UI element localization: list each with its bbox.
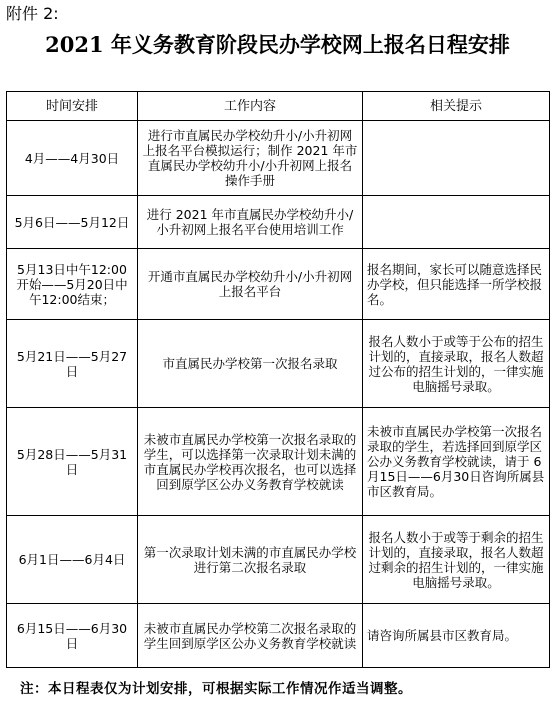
work-cell: 未被市直属民办学校第二次报名录取的学生回到原学区公办义务教育学校就读 <box>138 604 363 668</box>
time-cell: 6月1日——6月4日 <box>7 516 138 604</box>
tip-cell: 报名人数小于或等于公布的招生计划的，直接录取，报名人数超过公布的招生计划的，一律实施电脑摇号录取。 <box>363 320 550 408</box>
table-row <box>7 196 550 249</box>
table-row <box>7 121 550 196</box>
time-cell: 4月——4月30日 <box>7 121 138 196</box>
work-cell: 进行 2021 年市直属民办学校幼升小/小升初网上报名平台使用培训工作 <box>138 196 363 249</box>
work-cell: 未被市直属民办学校第一次报名录取的学生，可以选择第一次录取计划未满的市直属民办学校再次报名，也可以选择回到原学区公办义务教育学校就读 <box>138 408 363 516</box>
tip-cell <box>363 196 550 249</box>
work-cell: 市直属民办学校第一次报名录取 <box>138 320 363 408</box>
tip-cell: 未被市直属民办学校第一次报名录取的学生，若选择回到原学区公办义务教育学校就读，请于 6月15日——6月30日咨询所属县市区教育局。 <box>363 408 550 516</box>
attachment-label: 附件 2: <box>6 4 59 23</box>
tip-cell: 报名人数小于或等于剩余的招生计划的，直接录取，报名人数超过剩余的招生计划的，一律实施电脑摇号录取。 <box>363 516 550 604</box>
schedule-table <box>6 91 550 668</box>
page-title: 2021 年义务教育阶段民办学校网上报名日程安排 <box>45 32 510 57</box>
tip-cell: 报名期间，家长可以随意选择民办学校，但只能选择一所学校报名。 <box>363 249 550 320</box>
time-cell: 5月21日——5月27日 <box>7 320 138 408</box>
table-row <box>7 408 550 516</box>
table-header-row <box>7 92 550 121</box>
tip-cell <box>363 121 550 196</box>
header-tip: 相关提示 <box>363 92 550 121</box>
header-work: 工作内容 <box>138 92 363 121</box>
time-cell: 5月13日中午12:00开始——5月20日中午12:00结束； <box>7 249 138 320</box>
footnote: 注：本日程表仅为计划安排，可根据实际工作情况作适当调整。 <box>20 681 412 697</box>
table-row <box>7 604 550 668</box>
table-row <box>7 516 550 604</box>
table-row <box>7 320 550 408</box>
time-cell: 5月6日——5月12日 <box>7 196 138 249</box>
table-row <box>7 249 550 320</box>
tip-cell: 请咨询所属县市区教育局。 <box>363 604 550 668</box>
work-cell: 第一次录取计划未满的市直属民办学校进行第二次报名录取 <box>138 516 363 604</box>
time-cell: 6月15日——6月30日 <box>7 604 138 668</box>
work-cell: 进行市直属民办学校幼升小/小升初网上报名平台模拟运行；制作 2021 年市直属民办学校幼升小/小升初网上报名操作手册 <box>138 121 363 196</box>
time-cell: 5月28日——5月31日 <box>7 408 138 516</box>
work-cell: 开通市直属民办学校幼升小/小升初网上报名平台 <box>138 249 363 320</box>
header-time: 时间安排 <box>7 92 138 121</box>
